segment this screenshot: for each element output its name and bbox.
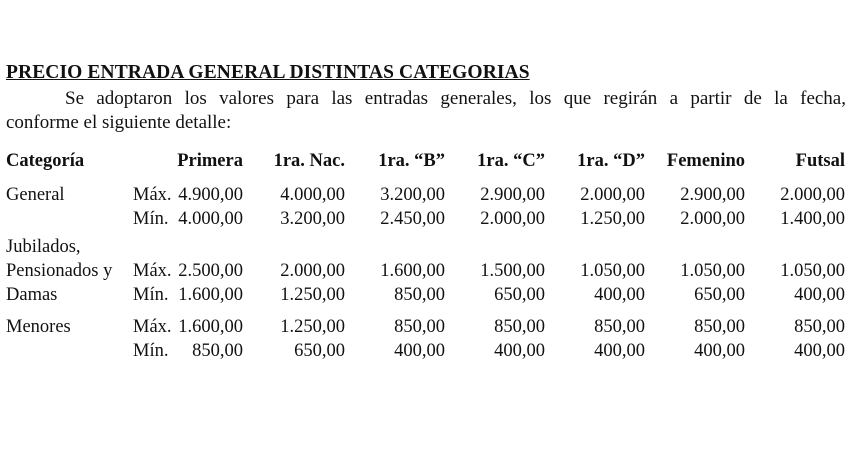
- table-cell-value: 850,00: [394, 285, 445, 305]
- table-cell-value: 850,00: [192, 341, 243, 361]
- table-cell-value: 1.600,00: [380, 261, 445, 281]
- table-cell-value: 1.250,00: [580, 209, 645, 229]
- table-cell-value: 4.000,00: [280, 185, 345, 205]
- table-cell-value: 400,00: [794, 285, 845, 305]
- table-cell-value: 2.900,00: [480, 185, 545, 205]
- category-label: Menores: [6, 317, 71, 337]
- row-label-min: Mín.: [133, 341, 169, 361]
- table-cell-value: 650,00: [294, 341, 345, 361]
- table-cell-value: 650,00: [694, 285, 745, 305]
- table-cell-value: 2.000,00: [480, 209, 545, 229]
- row-label-max: Máx.: [133, 185, 172, 205]
- table-cell-value: 400,00: [594, 341, 645, 361]
- column-header: Primera: [177, 151, 243, 171]
- table-cell-value: 850,00: [394, 317, 445, 337]
- table-cell-value: 1.400,00: [780, 209, 845, 229]
- table-cell-value: 2.450,00: [380, 209, 445, 229]
- table-cell-value: 850,00: [694, 317, 745, 337]
- category-label: Damas: [6, 285, 58, 305]
- column-header-categoria: Categoría: [6, 151, 85, 171]
- table-cell-value: 850,00: [494, 317, 545, 337]
- table-cell-value: 2.000,00: [280, 261, 345, 281]
- table-cell-value: 400,00: [794, 341, 845, 361]
- table-cell-value: 400,00: [594, 285, 645, 305]
- table-cell-value: 650,00: [494, 285, 545, 305]
- table-cell-value: 2.900,00: [680, 185, 745, 205]
- table-cell-value: 1.050,00: [680, 261, 745, 281]
- table-cell-value: 1.050,00: [780, 261, 845, 281]
- table-cell-value: 2.500,00: [178, 261, 243, 281]
- table-cell-value: 400,00: [394, 341, 445, 361]
- table-cell-value: 850,00: [594, 317, 645, 337]
- row-label-max: Máx.: [133, 261, 172, 281]
- table-cell-value: 850,00: [794, 317, 845, 337]
- intro-paragraph: [6, 87, 846, 135]
- table-cell-value: 1.600,00: [178, 317, 243, 337]
- table-cell-value: 2.000,00: [580, 185, 645, 205]
- table-cell-value: 1.500,00: [480, 261, 545, 281]
- intro-line-1: Se adoptaron los valores para las entradas generales, los que regirán a partir de la fecha,: [65, 88, 846, 109]
- table-cell-value: 1.600,00: [178, 285, 243, 305]
- column-header: 1ra. Nac.: [273, 151, 345, 171]
- row-label-max: Máx.: [133, 317, 172, 337]
- table-cell-value: 1.050,00: [580, 261, 645, 281]
- category-label: Jubilados,: [6, 237, 81, 257]
- column-header: Femenino: [666, 151, 745, 171]
- table-cell-value: 1.250,00: [280, 317, 345, 337]
- intro-line-2: conforme el siguiente detalle:: [6, 112, 232, 133]
- table-cell-value: 400,00: [494, 341, 545, 361]
- table-cell-value: 3.200,00: [380, 185, 445, 205]
- column-header: 1ra. “C”: [477, 151, 545, 171]
- row-label-min: Mín.: [133, 285, 169, 305]
- table-cell-value: 400,00: [694, 341, 745, 361]
- table-cell-value: 2.000,00: [780, 185, 845, 205]
- category-label: Pensionados y: [6, 261, 113, 281]
- table-cell-value: 4.900,00: [178, 185, 243, 205]
- row-label-min: Mín.: [133, 209, 169, 229]
- column-header: 1ra. “D”: [577, 151, 645, 171]
- table-cell-value: 1.250,00: [280, 285, 345, 305]
- category-label: General: [6, 185, 65, 205]
- column-header: Futsal: [795, 151, 845, 171]
- table-cell-value: 2.000,00: [680, 209, 745, 229]
- document-title: PRECIO ENTRADA GENERAL DISTINTAS CATEGORIAS: [6, 62, 530, 83]
- table-cell-value: 4.000,00: [178, 209, 243, 229]
- column-header: 1ra. “B”: [378, 151, 445, 171]
- table-cell-value: 3.200,00: [280, 209, 345, 229]
